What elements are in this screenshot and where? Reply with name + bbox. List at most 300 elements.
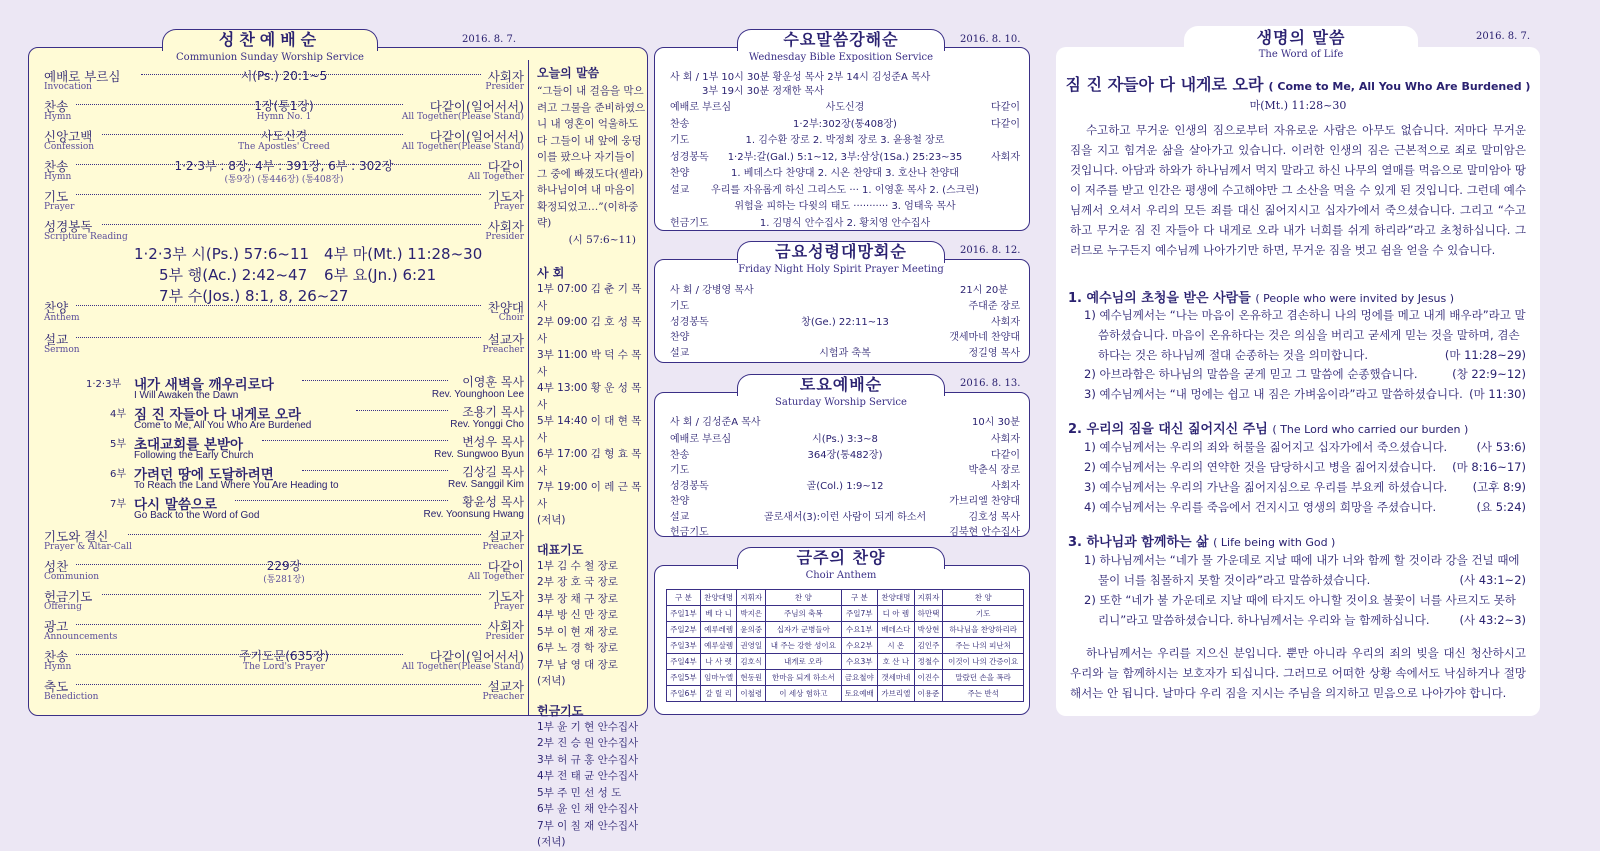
word-of-life-title: 생명의 말씀 xyxy=(1256,28,1346,47)
choir-cell: 현동원 xyxy=(737,670,766,686)
order-label-en: Hymn xyxy=(44,112,72,122)
service-number: 1·2·3부 xyxy=(86,379,122,390)
order-row xyxy=(44,157,524,185)
order-leader: 다같이(일어서서) xyxy=(429,129,524,144)
choir-cell: 베 다 니 xyxy=(700,606,737,622)
choir-header: 지휘자 xyxy=(737,590,766,606)
s2-3-text: 3) 예수님께서는 우리의 가난을 짊어지심으로 우리를 부요케 하셨습니다. xyxy=(1084,480,1448,494)
s3-1-text: 1) 하나님께서는 “네가 물 가운데로 지날 때에 내가 너와 함께 할 것이라 강을 건널 때에 물이 너를 침몰하지 못할 것이라”라고 말씀하셨습니다. xyxy=(1084,553,1520,587)
choir-row xyxy=(667,670,1024,686)
today-word-heading: 오늘의 말씀 xyxy=(537,66,600,80)
choir-header: 찬 양 xyxy=(943,590,1024,606)
row-detail: 1. 김명식 안수집사 2. 황치영 안수집사 xyxy=(759,217,931,229)
row-leader: 다같이 xyxy=(991,449,1020,461)
sermon-title: 다시 말씀으로 xyxy=(134,497,217,513)
choir-cell: 이철령 xyxy=(737,686,766,702)
order-leader: 사회자 xyxy=(487,219,524,234)
row-label: 예배로 부르심 xyxy=(670,102,732,113)
wed-row xyxy=(670,131,1020,146)
order-leader-en: Preacher xyxy=(482,542,524,552)
row-detail: 1·2부:갈(Gal.) 5:1~12, 3부:삼상(1Sa.) 25:23~35 xyxy=(727,151,963,163)
sermon-title: 짐 진 자들아 다 내게로 오라 xyxy=(134,407,301,423)
row-label: 성경봉독 xyxy=(670,480,709,492)
row-label: 성경봉독 xyxy=(670,151,709,163)
order-label-en: Confession xyxy=(44,142,95,152)
sermon-title: 가려던 땅에 도달하려면 xyxy=(134,467,274,483)
section-1-ko: 1. 예수님의 초청을 받은 사람들 xyxy=(1068,291,1251,306)
off-item: 5부 주 민 선 성 도 xyxy=(537,786,622,799)
s2-1-text: 1) 예수님께서는 우리의 죄와 허물을 짊어지고 십자가에서 죽으셨습니다. xyxy=(1084,440,1448,454)
choir-cell: 호 산 나 xyxy=(878,654,915,670)
sermon-title-en: To Reach the Land Where You Are Heading to xyxy=(134,480,339,491)
s1-1-text: 1) 예수님께서는 “나는 마음이 온유하고 겸손하니 나의 멍에를 메고 내게 배우라”라고 말씀하셨습니다. 마음이 온유하다는 것은 의심을 버리고 굳세게 믿는 것을 말하며, 겸손하다는 것은 하나님께 절대 순종하는 것을 의미합니다. xyxy=(1084,308,1526,362)
order-label: 성경봉독 xyxy=(44,219,93,234)
headline xyxy=(1056,72,1540,95)
choir-cell: 윤의중 xyxy=(737,622,766,638)
choir-cell: 주일1부 xyxy=(667,606,701,622)
rep-item: 5부 이 현 재 장로 xyxy=(537,625,618,638)
order-label-en: Scripture Reading xyxy=(44,232,128,242)
choir-cell: 주는 반석 xyxy=(943,686,1024,702)
choir-cell: 가브리엘 xyxy=(878,686,915,702)
service-number: 5부 xyxy=(110,439,127,450)
rep-prayer-heading: 대표기도 xyxy=(537,542,584,557)
section-3-en: ( Life being with God ) xyxy=(1213,536,1336,549)
row-detail: 1. 김수환 장로 2. 박정회 장로 3. 윤용철 장로 xyxy=(745,135,945,146)
s2-4-ref: (요 5:24) xyxy=(1476,500,1526,514)
s2-3-ref: (고후 8:9) xyxy=(1472,480,1526,494)
choir-header: 찬 양 xyxy=(766,590,841,606)
choir-cell: 주일7부 xyxy=(841,606,878,622)
order-detail: 1·2·3부 : 8장, 4부 : 391장, 6부 : 302장 xyxy=(174,159,394,173)
order-label-en: Invocation xyxy=(44,82,92,92)
service-number: 6부 xyxy=(110,469,127,480)
choir-header: 지휘자 xyxy=(914,590,943,606)
order-label: 성찬 xyxy=(44,559,69,574)
headline-en: ( Come to Me, All You Who Are Burdened ) xyxy=(1268,80,1531,93)
headline-ko: 짐 진 자들아 다 내게로 오라 xyxy=(1065,75,1264,94)
row-label: 찬송 xyxy=(670,118,690,130)
preacher-name: 김상길 목사 xyxy=(462,465,524,479)
choir-cell: 이것이 나의 간증이요 xyxy=(943,654,1024,670)
row-detail: 시험과 축복 xyxy=(819,347,871,359)
choir-cell: 주일2부 xyxy=(667,622,701,638)
choir-cell: 디 아 렘 xyxy=(878,606,915,622)
host-item: 2부 09:00 김 호 성 목사 xyxy=(537,316,642,345)
choir-cell: 기도 xyxy=(943,606,1024,622)
dotted-leader xyxy=(102,134,403,135)
wednesday-host-2: 3부 19시 30분 정재한 목사 xyxy=(702,86,824,97)
today-word-ref: (시 57:6~11) xyxy=(568,233,636,246)
preacher-name: 이영훈 목사 xyxy=(462,375,524,389)
host-item: 3부 11:00 박 덕 수 목사 xyxy=(537,349,642,378)
row-leader: 박춘식 장로 xyxy=(968,465,1020,476)
sunday-worship-subtitle: Communion Sunday Worship Service xyxy=(176,52,364,63)
order-detail: 주기도문(635장) xyxy=(238,649,330,663)
choir-row xyxy=(667,606,1024,622)
sat-row xyxy=(670,492,1020,507)
order-leader: 다같이(일어서서) xyxy=(429,99,524,114)
order-leader: 다같이 xyxy=(487,559,524,574)
order-leader: 다같이(일어서서) xyxy=(429,649,524,664)
order-row xyxy=(44,67,524,95)
order-label-en: Announcements xyxy=(44,632,118,642)
row-leader: 사회자 xyxy=(991,151,1020,163)
order-row xyxy=(44,647,524,675)
fri-row xyxy=(670,313,1020,328)
order-leader: 설교자 xyxy=(487,679,524,694)
row-label: 찬양 xyxy=(670,168,690,179)
choir-cell: 한마음 되게 하소서 xyxy=(766,670,841,686)
row-label: 성경봉독 xyxy=(670,316,709,328)
dotted-leader xyxy=(262,440,449,441)
off-item: 3부 허 규 홍 안수집사 xyxy=(537,753,639,766)
order-label-en: Hymn xyxy=(44,172,72,182)
saturday-tab xyxy=(737,374,945,396)
order-label-en: Prayer xyxy=(44,202,75,212)
wed-row xyxy=(670,148,1020,163)
section-3-item-2 xyxy=(1084,590,1526,630)
choir-header-row xyxy=(667,590,1024,606)
choir-cell: 김호식 xyxy=(737,654,766,670)
choir-row xyxy=(667,638,1024,654)
order-label-en: Offering xyxy=(44,602,82,612)
order-leader-en: All Together xyxy=(468,172,524,182)
sermon-row xyxy=(86,493,524,523)
choir-cell: 김인주 xyxy=(914,638,943,654)
order-label-en: Anthem xyxy=(44,313,80,323)
choir-cell: 이진수 xyxy=(914,670,943,686)
row-detail: 위험을 피하는 다윗의 태도 ··········· 3. 엄태욱 목사 xyxy=(734,201,956,212)
order-detail-en: The Lord's Prayer xyxy=(243,662,325,672)
order-row xyxy=(44,527,524,555)
order-label: 예배로 부르심 xyxy=(44,69,121,84)
choir-cell: 이용준 xyxy=(914,686,943,702)
saturday-date: 2016. 8. 13. xyxy=(960,378,1021,389)
rep-item: 6부 노 경 학 장로 xyxy=(537,642,618,654)
dotted-leader xyxy=(76,337,481,338)
host-item: (저녁) xyxy=(537,514,566,526)
off-item: 4부 전 태 균 안수집사 xyxy=(537,770,639,782)
row-leader: 사회자 xyxy=(991,480,1020,492)
choir-cell: 수요3부 xyxy=(841,654,878,670)
choir-cell: 주님의 축복 xyxy=(766,606,841,622)
choir-cell: 수요1부 xyxy=(841,622,878,638)
fri-row xyxy=(670,344,1020,359)
choir-cell: 주일6부 xyxy=(667,686,701,702)
choir-cell: 임마누엘 xyxy=(700,670,737,686)
section-1-item-2 xyxy=(1084,364,1526,384)
wednesday-subtitle: Wednesday Bible Exposition Service xyxy=(748,52,934,63)
friday-title: 금요성령대망회순 xyxy=(775,242,907,261)
choir-cell: 내 주는 강한 성이요 xyxy=(766,638,841,654)
sat-row xyxy=(670,446,1020,461)
sat-row xyxy=(670,430,1020,445)
word-of-life-date: 2016. 8. 7. xyxy=(1476,31,1531,42)
order-leader: 사회자 xyxy=(487,619,524,634)
choir-cell: 시 온 xyxy=(878,638,915,654)
headline-ref: 마(Mt.) 11:28~30 xyxy=(1249,99,1347,112)
friday-tab xyxy=(737,241,945,263)
order-leader: 기도자 xyxy=(487,189,524,204)
rep-prayer-list xyxy=(537,558,646,690)
row-label: 설교 xyxy=(670,347,690,359)
rep-item: 1부 김 수 철 장로 xyxy=(537,559,618,572)
sunday-worship-title: 성찬예배순 xyxy=(218,30,322,49)
preacher-name-en: Rev. Yonggi Cho xyxy=(450,419,524,430)
s1-2-ref: (창 22:9~12) xyxy=(1452,367,1526,381)
row-leader: 가브리엘 찬양대 xyxy=(949,496,1020,507)
order-leader-en: All Together xyxy=(468,572,524,582)
wed-row xyxy=(670,115,1020,130)
rep-item: (저녁) xyxy=(537,675,566,687)
off-item: 1부 윤 기 현 안수집사 xyxy=(537,720,639,733)
order-label: 찬송 xyxy=(44,649,69,664)
sermon-title-en: I Will Awaken the Dawn xyxy=(134,390,239,401)
choir-cell: 정철수 xyxy=(914,654,943,670)
order-detail: 229장 xyxy=(266,559,302,573)
choir-cell: 박지은 xyxy=(737,606,766,622)
row-detail: 1. 베데스다 찬양대 2. 시온 찬양대 3. 호산나 찬양대 xyxy=(731,168,959,179)
wednesday-host-1: 사 회 / 1부 10시 30분 황운성 목사 2부 14시 김성준A 목사 xyxy=(670,72,931,83)
choir-row xyxy=(667,686,1024,702)
wed-row xyxy=(670,181,1020,196)
section-2-item-1 xyxy=(1084,437,1526,457)
dotted-leader xyxy=(76,624,481,625)
row-label: 예배로 부르심 xyxy=(670,434,732,445)
row-leader: 다같이 xyxy=(991,118,1020,130)
section-2-item-2 xyxy=(1084,457,1526,477)
order-row xyxy=(44,217,524,245)
section-2-ko: 2. 우리의 짐을 대신 짊어지신 주님 xyxy=(1068,422,1268,437)
off-item: 7부 이 칠 재 안수집사 xyxy=(537,819,639,832)
rep-item: 7부 남 영 대 장로 xyxy=(537,658,618,671)
dotted-leader xyxy=(76,684,481,685)
order-detail-en: (통281장) xyxy=(263,575,305,585)
choir-cell: 갈 릴 리 xyxy=(700,686,737,702)
rep-item: 2부 장 호 국 장로 xyxy=(537,576,618,588)
scripture-block xyxy=(134,244,494,307)
order-label: 찬송 xyxy=(44,99,69,114)
choir-cell: 베데스다 xyxy=(878,622,915,638)
choir-cell: 예루살렘 xyxy=(700,638,737,654)
order-label: 신앙고백 xyxy=(44,129,93,144)
scripture-6: 6부 요(Jn.) 6:21 xyxy=(324,266,437,284)
host-item: 1부 07:00 김 춘 기 목사 xyxy=(537,283,642,312)
row-label: 찬양 xyxy=(670,496,690,507)
choir-header: 구 분 xyxy=(667,590,701,606)
order-row xyxy=(44,97,524,125)
word-of-life-subtitle: The Word of Life xyxy=(1258,49,1344,60)
order-leader: 설교자 xyxy=(487,332,524,347)
host-item: 4부 13:00 황 운 성 목사 xyxy=(537,382,642,411)
order-label: 헌금기도 xyxy=(44,589,93,604)
section-1-en: ( People who were invited by Jesus ) xyxy=(1255,292,1455,305)
choir-title: 금주의 찬양 xyxy=(796,548,886,567)
row-label: 기도 xyxy=(670,135,690,146)
order-label-en: Hymn xyxy=(44,662,72,672)
preacher-name: 황윤성 목사 xyxy=(462,495,524,509)
section-2-heading xyxy=(1068,418,1468,437)
section-2-item-4 xyxy=(1084,497,1526,517)
row-leader: 다같이 xyxy=(991,102,1020,113)
service-number: 4부 xyxy=(110,409,127,420)
row-label: 설교 xyxy=(670,184,690,196)
order-leader-en: Prayer xyxy=(493,602,524,612)
friday-time: 21시 20분 xyxy=(960,285,1008,296)
order-label: 기도 xyxy=(44,189,69,204)
dotted-leader xyxy=(102,594,481,595)
dotted-leader xyxy=(235,500,449,501)
order-label: 광고 xyxy=(44,619,69,634)
choir-cell: 주일4부 xyxy=(667,654,701,670)
sidebar-info xyxy=(528,60,646,848)
choir-tab xyxy=(737,547,945,569)
host-item: 5부 14:40 이 대 현 목사 xyxy=(537,415,642,444)
order-label: 찬송 xyxy=(44,159,69,174)
section-3-heading xyxy=(1068,531,1335,550)
s1-2-text: 2) 아브라함은 하나님의 말씀을 굳게 믿고 그 말씀에 순종했습니다. xyxy=(1084,367,1418,381)
order-label: 설교 xyxy=(44,332,69,347)
row-detail: 골로새서(3):이런 사람이 되게 하소서 xyxy=(763,511,927,523)
sermon-title-en: Go Back to the Word of God xyxy=(134,510,260,521)
saturday-time: 10시 30분 xyxy=(972,417,1020,428)
dotted-leader xyxy=(302,380,448,381)
sat-row xyxy=(670,523,1020,538)
sermon-title-en: Come to Me, All You Who Are Burdened xyxy=(134,420,312,431)
order-row xyxy=(44,557,524,585)
row-detail: 골(Col.) 1:9~12 xyxy=(806,480,884,492)
order-leader-en: All Together(Please Stand) xyxy=(401,112,524,122)
row-detail: 364장(통482장) xyxy=(807,449,883,461)
today-word-text: “그들이 내 걸음을 막으려고 그물을 준비하였으니 내 영혼이 억울하도다 그들이 내 앞에 웅덩이를 팠으나 자기들이 그 중에 빠졌도다(셀라) 하나님이여 내 마음이 확정되었고…”(이하중략) xyxy=(537,85,646,229)
rep-item: 3부 장 채 구 장로 xyxy=(537,592,618,605)
section-1-item-1 xyxy=(1084,305,1526,365)
host-list xyxy=(537,281,646,529)
order-leader-en: Choir xyxy=(498,313,524,323)
row-label: 설교 xyxy=(670,511,690,523)
section-3-ko: 3. 하나님과 함께하는 삶 xyxy=(1068,535,1209,550)
order-leader: 찬양대 xyxy=(487,300,524,315)
sunday-worship-date: 2016. 8. 7. xyxy=(462,34,517,45)
choir-cell: 수요2부 xyxy=(841,638,878,654)
wed-row xyxy=(670,197,1020,212)
sermon-row xyxy=(86,403,524,433)
choir-row xyxy=(667,654,1024,670)
choir-cell: 나 사 렛 xyxy=(700,654,737,670)
word-of-life-tab xyxy=(1184,26,1418,50)
s3-2-ref: (사 43:2~3) xyxy=(1459,613,1526,627)
wed-row xyxy=(670,98,1020,113)
off-item: 6부 윤 인 채 안수집사 xyxy=(537,803,639,815)
choir-table xyxy=(666,589,1024,702)
scripture-7: 7부 수(Jos.) 8:1, 8, 26~27 xyxy=(159,287,349,305)
order-row xyxy=(44,677,524,705)
choir-header: 구 분 xyxy=(841,590,878,606)
section-3-item-1 xyxy=(1084,550,1526,590)
preacher-name: 조용기 목사 xyxy=(462,405,524,419)
dotted-leader xyxy=(76,104,403,105)
sat-row xyxy=(670,477,1020,492)
row-label: 찬송 xyxy=(670,449,690,461)
s2-2-text: 2) 예수님께서는 우리의 연약한 것을 담당하시고 병을 짊어지셨습니다. xyxy=(1084,460,1437,474)
s2-4-text: 4) 예수님께서는 우리를 죽음에서 건지시고 영생의 희망을 주셨습니다. xyxy=(1084,500,1437,514)
choir-cell: 주일5부 xyxy=(667,670,701,686)
section-1-heading xyxy=(1068,287,1454,306)
row-detail: 창(Ge.) 22:11~13 xyxy=(801,316,889,328)
rep-item: 4부 방 신 만 장로 xyxy=(537,609,618,621)
sermon-title: 내가 새벽을 깨우리로다 xyxy=(134,377,274,393)
order-label: 찬양 xyxy=(44,300,69,315)
row-leader: 사회자 xyxy=(991,434,1020,445)
order-row xyxy=(44,127,524,155)
sermon-title-en: Following the Early Church xyxy=(134,450,254,461)
dotted-leader xyxy=(141,74,481,75)
s1-1-ref: (마 11:28~29) xyxy=(1444,348,1526,362)
wed-row xyxy=(670,164,1020,179)
choir-cell: 하만택 xyxy=(914,606,943,622)
order-label: 기도와 결신 xyxy=(44,529,109,544)
order-leader: 기도자 xyxy=(487,589,524,604)
order-row xyxy=(44,187,524,215)
order-detail: 시(Ps.) 20:1~5 xyxy=(240,69,328,83)
off-item: 2부 진 승 원 안수집사 xyxy=(537,737,639,749)
preacher-name-en: Rev. Sungwoo Byun xyxy=(434,449,524,460)
friday-subtitle: Friday Night Holy Spirit Prayer Meeting xyxy=(738,264,944,275)
sermon-title: 초대교회를 본받아 xyxy=(134,437,244,453)
section-2-item-3 xyxy=(1084,477,1526,497)
order-leader-en: Prayer xyxy=(493,202,524,212)
scripture-1-2-3: 1·2·3부 시(Ps.) 57:6~11 xyxy=(134,245,310,263)
dotted-leader xyxy=(102,224,481,225)
row-label: 기도 xyxy=(670,465,690,476)
s3-1-ref: (사 43:1~2) xyxy=(1459,573,1526,587)
choir-cell: 예루레렘 xyxy=(700,622,737,638)
order-leader: 설교자 xyxy=(487,529,524,544)
order-detail: 1장(통1장) xyxy=(254,99,314,113)
dotted-leader xyxy=(76,564,481,565)
wednesday-title: 수요말씀강해순 xyxy=(783,30,899,49)
fri-row xyxy=(670,297,1020,312)
order-label: 축도 xyxy=(44,679,69,694)
row-label: 헌금기도 xyxy=(670,217,709,229)
dotted-leader xyxy=(128,534,481,535)
sunday-worship-tab xyxy=(162,29,378,51)
sat-row xyxy=(670,508,1020,523)
section-1-item-3 xyxy=(1084,384,1526,404)
choir-cell: 내게로 오라 xyxy=(766,654,841,670)
order-label-en: Prayer & Altar-Call xyxy=(44,542,132,552)
section-2-en: ( The Lord who carried our burden ) xyxy=(1272,423,1469,436)
wednesday-tab xyxy=(737,29,945,51)
sermon-row xyxy=(86,463,524,493)
preacher-name: 변성우 목사 xyxy=(462,435,524,449)
order-leader: 사회자 xyxy=(487,69,524,84)
dotted-leader xyxy=(76,194,481,195)
friday-date: 2016. 8. 12. xyxy=(960,245,1021,256)
choir-row xyxy=(667,622,1024,638)
host-item: 7부 19:00 이 레 근 목사 xyxy=(537,481,642,510)
offering-prayer-list xyxy=(537,719,646,851)
choir-cell: 금요철야 xyxy=(841,670,878,686)
order-label-en: Communion xyxy=(44,572,100,582)
row-leader: 정길영 목사 xyxy=(968,347,1020,359)
saturday-host: 사 회 / 김성준A 목사 xyxy=(670,417,761,428)
row-detail: 사도신경 xyxy=(825,102,865,113)
preacher-name-en: Rev. Yoonsung Hwang xyxy=(423,509,524,520)
s1-3-ref: (마 11:30) xyxy=(1469,387,1526,401)
friday-host: 사 회 / 강병영 목사 xyxy=(670,285,754,296)
